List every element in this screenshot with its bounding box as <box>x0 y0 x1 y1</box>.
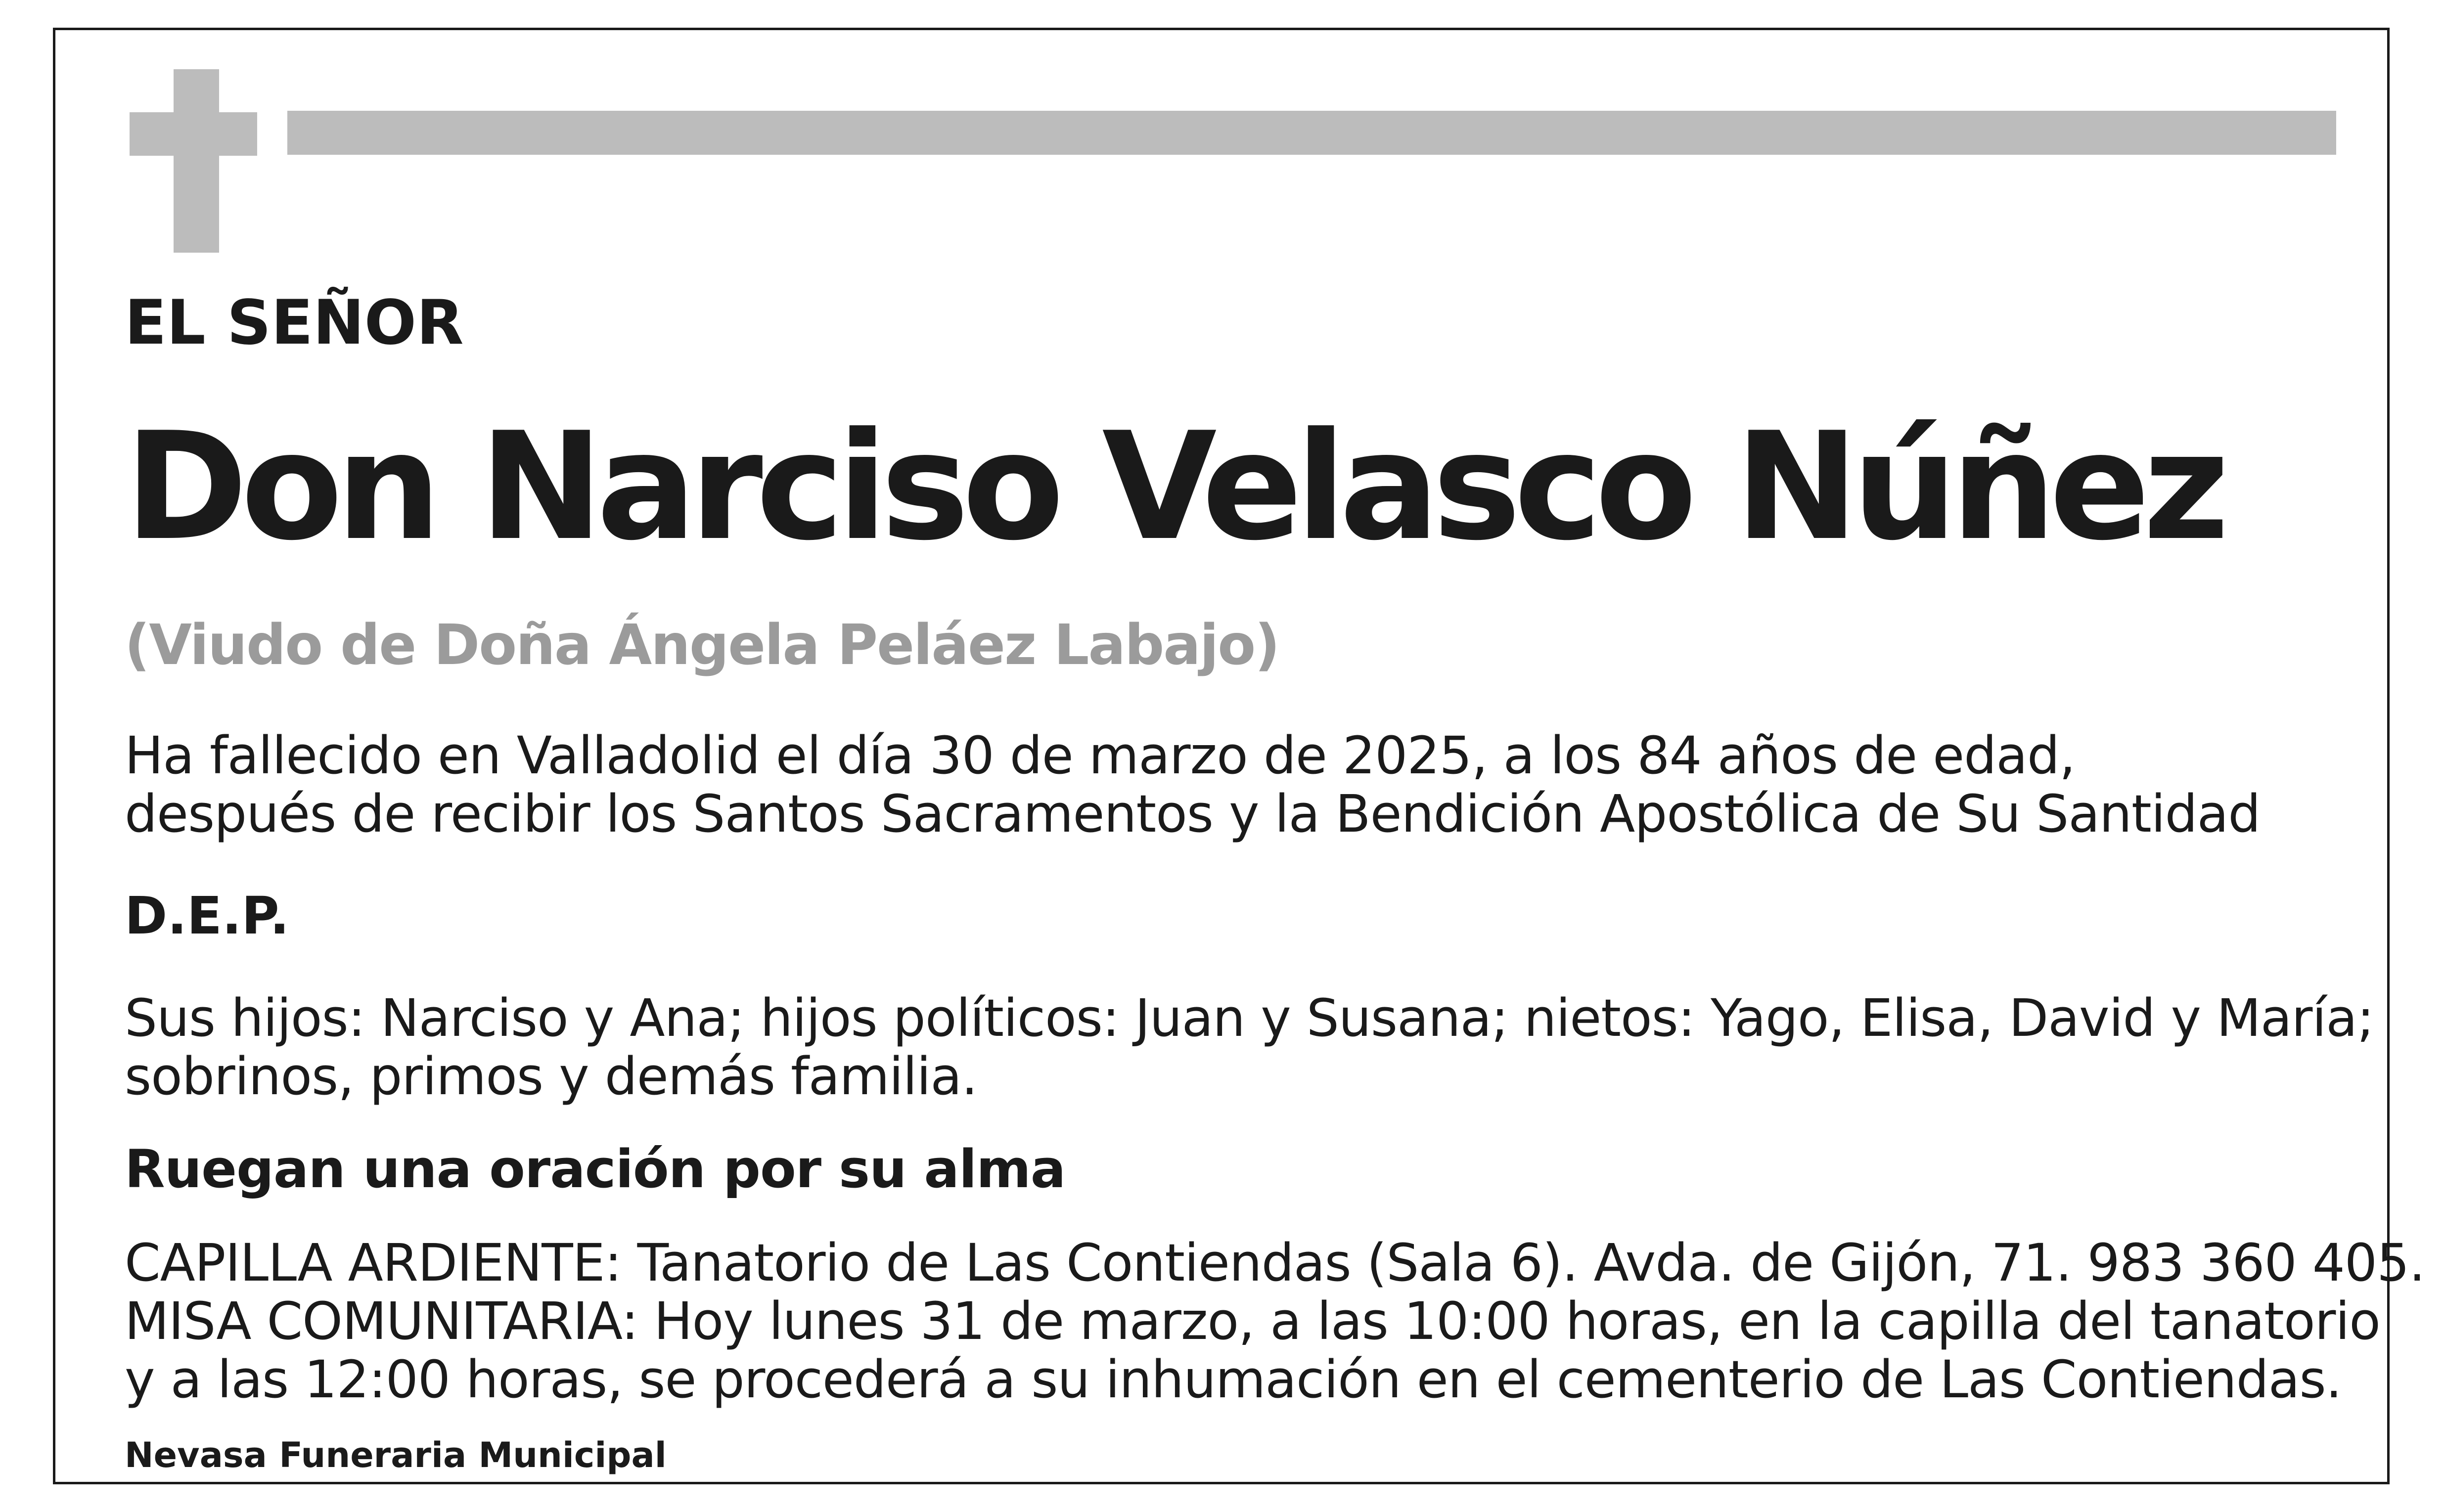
death-line: después de recibir los Santos Sacramentos y la Bendición Apostólica de Su Santidad <box>125 784 2261 844</box>
service-line: MISA COMUNITARIA: Hoy lunes 31 de marzo, a las 10:00 horas, en la capilla del tanatorio <box>125 1291 2380 1351</box>
honorific: EL SEÑOR <box>125 287 464 358</box>
service-line: CAPILLA ARDIENTE: Tanatorio de Las Contiendas (Sala 6). Avda. de Gijón, 71. 983 360 405. <box>125 1233 2425 1293</box>
death-announcement <box>125 726 2260 843</box>
cross-icon-bar <box>130 112 257 156</box>
service-line: y a las 12:00 horas, se procederá a su inhumación en el cementerio de Las Contiendas. <box>125 1349 2342 1410</box>
service-details <box>125 1234 2425 1409</box>
funeral-home: Nevasa Funeraria Municipal <box>125 1435 667 1475</box>
rip-label: D.E.P. <box>125 886 290 946</box>
family-line: sobrinos, primos y demás familia. <box>125 1046 978 1107</box>
widow-of: (Viudo de Doña Ángela Peláez Labajo) <box>125 613 1279 677</box>
cross-icon <box>174 69 219 253</box>
header-rule <box>287 111 2336 155</box>
death-line: Ha fallecido en Valladolid el día 30 de marzo de 2025, a los 84 años de edad, <box>125 725 2076 786</box>
family-list <box>125 989 2374 1106</box>
prayer-request: Ruegan una oración por su alma <box>125 1139 1066 1200</box>
family-line: Sus hijos: Narciso y Ana; hijos políticos: Juan y Susana; nietos: Yago, Elisa, David y María; <box>125 988 2374 1048</box>
deceased-name: Don Narciso Velasco Núñez <box>125 400 2223 573</box>
